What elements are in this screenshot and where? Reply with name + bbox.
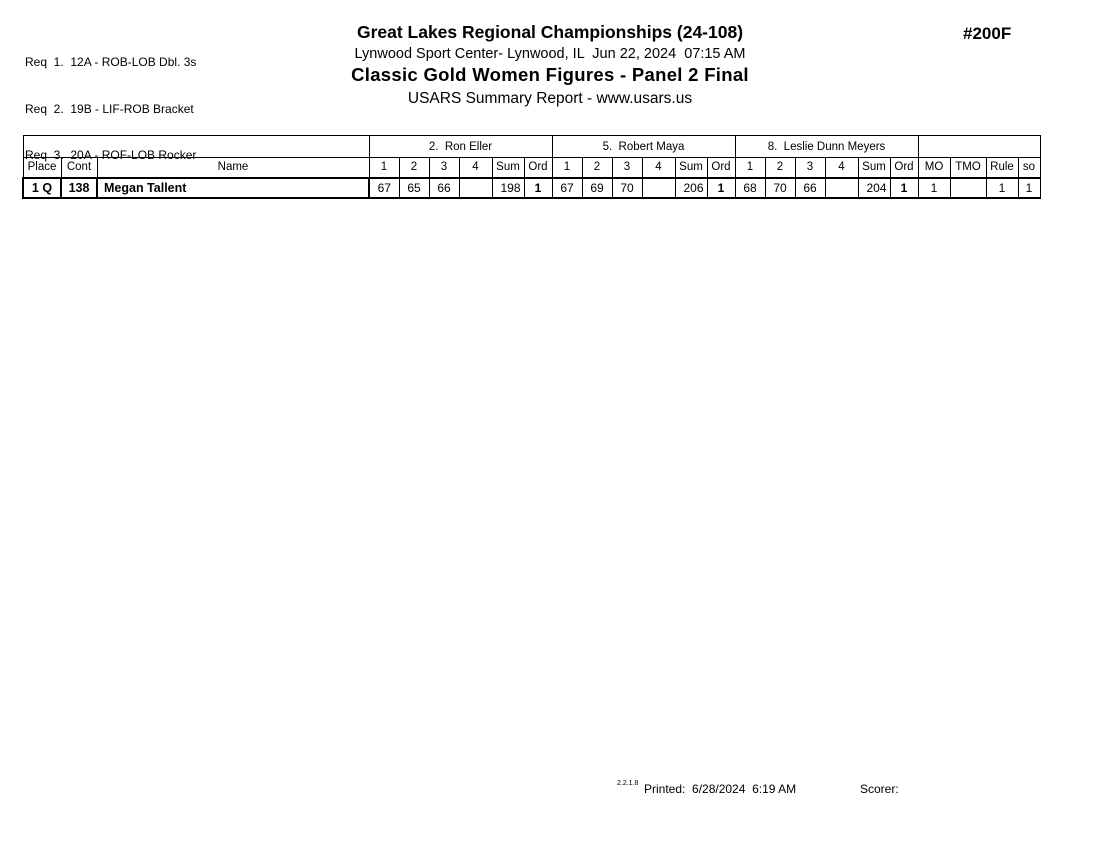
header-cont: Cont — [61, 158, 97, 178]
rule-value: 1 — [986, 178, 1018, 198]
judge-row-right-spacer — [918, 136, 1040, 158]
contestant-number: 138 — [61, 178, 97, 198]
j3-header-4: 4 — [825, 158, 858, 178]
so-value: 1 — [1018, 178, 1040, 198]
j3-score-4 — [825, 178, 858, 198]
j2-sum: 206 — [675, 178, 707, 198]
j3-header-2: 2 — [765, 158, 795, 178]
j2-score-1: 67 — [552, 178, 582, 198]
judge-1-name: 2. Ron Eller — [369, 136, 552, 158]
j3-score-1: 68 — [735, 178, 765, 198]
results-table — [22, 135, 1041, 199]
j3-score-3: 66 — [795, 178, 825, 198]
j2-header-4: 4 — [642, 158, 675, 178]
requirement-line-3: Req 3. 20A - ROF-LOB Rocker — [25, 148, 197, 162]
j2-header-3: 3 — [612, 158, 642, 178]
header-so: so — [1018, 158, 1040, 178]
event-number: #200F — [963, 24, 1012, 43]
j1-header-ord: Ord — [524, 158, 552, 178]
j1-sum: 198 — [492, 178, 524, 198]
j1-ord: 1 — [524, 178, 552, 198]
j3-header-1: 1 — [735, 158, 765, 178]
header-rule: Rule — [986, 158, 1018, 178]
scorer-label: Scorer: — [860, 782, 899, 796]
j1-score-3: 66 — [429, 178, 459, 198]
venue-date-line: Lynwood Sport Center- Lynwood, IL Jun 22, 2024 07:15 AM — [354, 46, 746, 62]
championship-title: Great Lakes Regional Championships (24-108) — [356, 22, 744, 42]
j2-header-2: 2 — [582, 158, 612, 178]
report-type-line: USARS Summary Report - www.usars.us — [407, 90, 693, 107]
j2-header-sum: Sum — [675, 158, 707, 178]
tmo-value — [950, 178, 986, 198]
j3-score-2: 70 — [765, 178, 795, 198]
j1-score-1: 67 — [369, 178, 399, 198]
j2-score-3: 70 — [612, 178, 642, 198]
header-tmo: TMO — [950, 158, 986, 178]
column-header-row — [23, 158, 1040, 178]
j1-header-4: 4 — [459, 158, 492, 178]
skater-result-row — [23, 178, 1040, 198]
j3-header-sum: Sum — [858, 158, 890, 178]
j1-header-3: 3 — [429, 158, 459, 178]
j1-header-sum: Sum — [492, 158, 524, 178]
report-header — [0, 22, 1100, 108]
j1-score-2: 65 — [399, 178, 429, 198]
skater-name: Megan Tallent — [97, 178, 369, 198]
j3-sum: 204 — [858, 178, 890, 198]
j2-score-4 — [642, 178, 675, 198]
j3-header-3: 3 — [795, 158, 825, 178]
header-name: Name — [97, 158, 369, 178]
software-version: 2.2.1.8 — [617, 780, 639, 787]
j3-ord: 1 — [890, 178, 918, 198]
j3-header-ord: Ord — [890, 158, 918, 178]
j2-ord: 1 — [707, 178, 735, 198]
header-place: Place — [23, 158, 61, 178]
header-mo: MO — [918, 158, 950, 178]
judge-3-name: 8. Leslie Dunn Meyers — [735, 136, 918, 158]
mo-value: 1 — [918, 178, 950, 198]
j2-header-1: 1 — [552, 158, 582, 178]
place-value: 1 Q — [23, 178, 61, 198]
judge-row-left-spacer — [23, 136, 369, 158]
printed-timestamp: Printed: 6/28/2024 6:19 AM — [644, 782, 797, 796]
j1-score-4 — [459, 178, 492, 198]
judge-names-row — [23, 136, 1040, 158]
j1-header-2: 2 — [399, 158, 429, 178]
requirement-line-1: Req 1. 12A - ROB-LOB Dbl. 3s — [25, 55, 197, 69]
judge-2-name: 5. Robert Maya — [552, 136, 735, 158]
j2-header-ord: Ord — [707, 158, 735, 178]
j1-header-1: 1 — [369, 158, 399, 178]
event-title: Classic Gold Women Figures - Panel 2 Final — [351, 64, 749, 85]
j2-score-2: 69 — [582, 178, 612, 198]
requirement-line-2: Req 2. 19B - LIF-ROB Bracket — [25, 101, 194, 116]
